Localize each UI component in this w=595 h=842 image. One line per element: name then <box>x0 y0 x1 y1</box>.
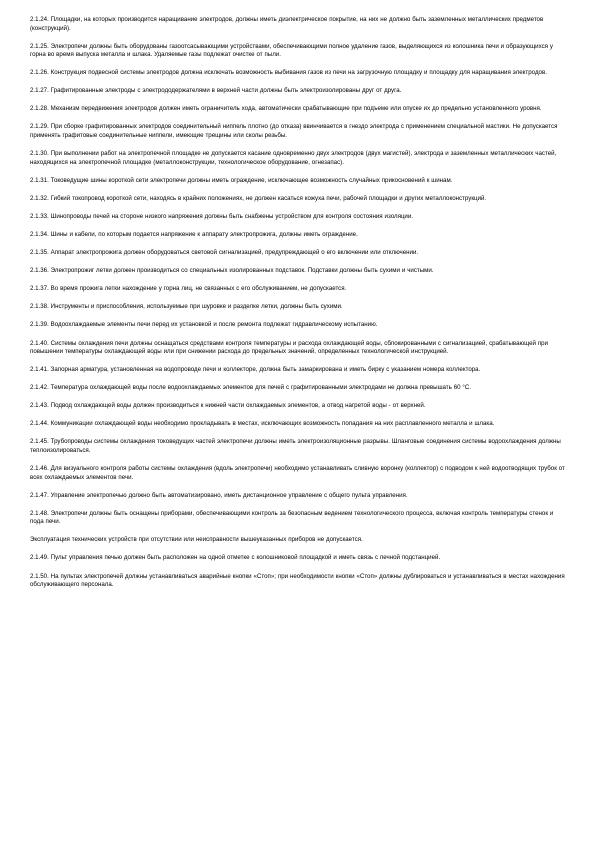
paragraph-2-1-47: 2.1.47. Управление электропечью должно быть автоматизировано, иметь дистанционное управление с общего пульта управления. <box>30 491 408 499</box>
paragraph-note-instruments: Эксплуатация технических устройств при отсутствии или неисправности вышеуказанных приборов не допускается. <box>30 536 363 544</box>
paragraph-2-1-43: 2.1.43. Подвод охлаждающей воды должен производиться к нижней части охлаждаемых элементов, а отвод нагретой воды - от верхней. <box>30 402 426 410</box>
paragraph-2-1-50: 2.1.50. На пультах электропечей должны устанавливаться аварийные кнопки «Стоп»; при необходимости кнопки «Стоп» должны дублироваться и устанавливаться в местах нахождения обслуживающего персонала. <box>30 572 565 589</box>
paragraph-2-1-42: 2.1.42. Температура охлаждающей воды после водоохлаждаемых элементов для печей с графитированными электродами не должна превышать 60 °С. <box>30 384 472 392</box>
paragraph-2-1-39: 2.1.39. Водоохлаждаемые элементы печи перед их установкой и после ремонта подлежат гидравлическому испытанию. <box>30 321 378 329</box>
paragraph-2-1-35: 2.1.35. Аппарат электропрожига должен оборудоваться световой сигнализацией, предупреждающей о его включении или отключении. <box>30 249 419 257</box>
paragraph-2-1-49: 2.1.49. Пульт управления печью должен быть расположен на одной отметке с колошниковой площадкой и иметь связь с печной подстанцией. <box>30 554 441 562</box>
paragraph-2-1-33: 2.1.33. Шинопроводы печей на стороне низкого напряжения должны быть снабжены устройством для контроля состояния изоляции. <box>30 212 413 220</box>
paragraph-2-1-26: 2.1.26. Конструкция подвесной системы электродов должна исключать возможность выбивания газов из печи на загрузочную площадку и площадку для наращивания электродов. <box>30 69 547 77</box>
paragraph-2-1-45: 2.1.45. Трубопроводы системы охлаждения токоведущих частей электропечи должны иметь электроизоляционные разрывы. Шланговые соединения системы водоохлаждения должны теплоизолироваться. <box>30 438 561 454</box>
paragraph-2-1-36: 2.1.36. Электропрожиг летки должен производиться со специальных изолированных подставок. Подставки должны быть сухими и чистыми. <box>30 267 434 275</box>
paragraph-2-1-25: 2.1.25. Электропечи должны быть оборудованы газоотсасывающими устройствами, обеспечивающими полное удаление газов, выделяющихся из колошника печи и образующихся у горна во время выпуска металла и шлака. Удаляемые газы подлежат очистке от пыли. <box>30 42 553 59</box>
paragraph-2-1-46: 2.1.46. Для визуального контроля работы системы охлаждения (вдоль электропечи) необходимо устанавливать сливную воронку (коллектор) с подводом к ней водоотводящих трубок от всех охлаждаемых элементов печи. <box>30 465 565 481</box>
paragraph-2-1-37: 2.1.37. Во время прожига летки нахождение у горна лиц, не связанных с его обслуживанием, не допускается. <box>30 285 347 293</box>
paragraph-2-1-34: 2.1.34. Шины и кабели, по которым подается напряжение к аппарату электропрожига, должны иметь ограждение. <box>30 230 358 238</box>
paragraph-2-1-48: 2.1.48. Электропечи должны быть оснащены приборами, обеспечивающими контроль за безопасным ведением технологического процесса, включая контроль температуры стенок и пода печи. <box>30 509 554 526</box>
paragraph-2-1-30: 2.1.30. При выполнении работ на электропечной площадке не допускается касание одновременно двух электродов (двух магистей), электрода и заземленных металлических частей, находящихся на электропечной площадке (металлоконструкции, технологическое оборудование, огнезапас). <box>30 150 557 166</box>
paragraph-2-1-40: 2.1.40. Системы охлаждения печи должны оснащаться средствами контроля температуры и расхода охлаждающей воды, сблокированными с сигнализацией, срабатывающей при повышении температуры охлаждающей воды или при снижении расхода до предельных значений, определенных технологической инструкцией. <box>30 339 549 355</box>
paragraph-2-1-29: 2.1.29. При сборке графитированных электродов соединительный ниппель плотно (до отказа) ввинчивается в гнездо электрода с применением специальной мастики. Не допускается применять графитовые соединительные ниппели, имеющие трещины или сколы резьбы. <box>30 123 558 139</box>
paragraph-2-1-24: 2.1.24. Площадки, на которых производится наращивание электродов, должны иметь диэлектрическое покрытие, на них не должно быть заземленных металлических предметов (конструкций). <box>30 16 544 32</box>
paragraph-2-1-28: 2.1.28. Механизм передвижения электродов должен иметь ограничитель хода, автоматически срабатывающие при подъеме или опуске их до предельно установленного уровня. <box>30 105 542 113</box>
paragraph-2-1-27: 2.1.27. Графитированные электроды с электрододержателями в верхней части должны быть электроизолированы друг от друга. <box>30 87 402 95</box>
paragraph-2-1-44: 2.1.44. Коммуникации охлаждающей воды необходимо прокладывать в местах, исключающих возможность попадания на них расплавленного металла и шлака. <box>30 420 495 428</box>
paragraph-2-1-31: 2.1.31. Токоведущие шины короткой сети электропечи должны иметь ограждение, исключающее возможность случайных прикосновений к шинам. <box>30 176 453 184</box>
paragraph-2-1-41: 2.1.41. Запорная арматура, установленная на водопроводе печи и коллекторе, должна быть замаркирована и иметь бирку с указанием номера коллектора. <box>30 366 481 374</box>
paragraph-2-1-38: 2.1.38. Инструменты и приспособления, используемые при шуровке и разделке летки, должны быть сухими. <box>30 303 343 311</box>
paragraph-2-1-32: 2.1.32. Гибкий токопровод короткой сети, находясь в крайних положениях, не должен касаться кожуха печи, рабочей площадки и других металлоконструкций. <box>30 194 487 202</box>
